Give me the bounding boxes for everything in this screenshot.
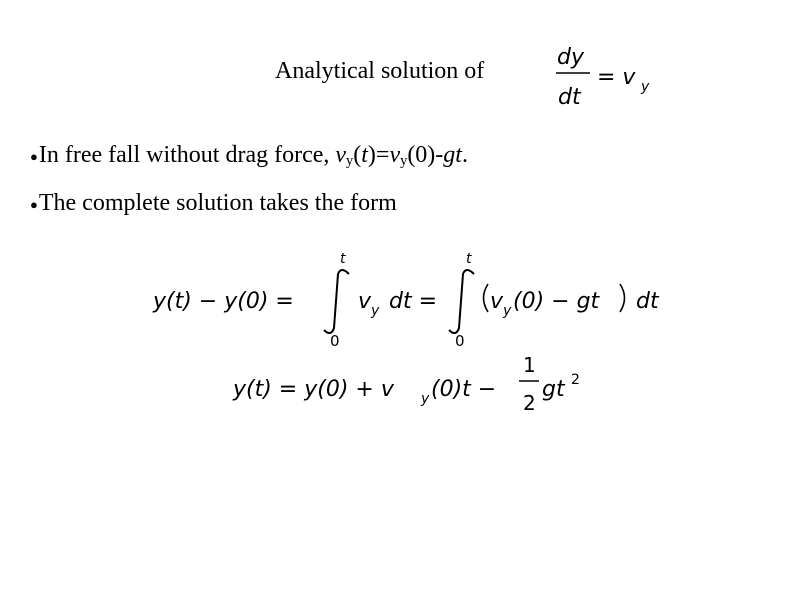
bullet-text: The complete solution takes the form [38,190,397,216]
integral-upper-limit: t [466,251,472,267]
paren-close-shape [620,284,625,312]
velocity-symbol: v [389,142,401,168]
integral-sign-icon [324,270,349,333]
integrand-expression: (0) − gt [513,289,600,314]
eq2-lhs: y(t) = y(0) + v [233,377,394,402]
velocity-subscript: y [346,153,354,169]
derivative-numerator: dy [557,45,584,70]
velocity-subscript: y [400,153,408,169]
integrand-velocity: v [490,289,504,314]
initial-value: (0)- [407,142,444,168]
title-text: Analytical solution of [275,58,485,84]
eq2-tail: gt [542,377,565,402]
paren-open-shape [484,284,489,312]
integrand-differential: dt = [389,289,438,314]
paren-open: ( [353,142,362,168]
bullet-text: In free fall without drag force, [38,142,336,168]
eq1-lhs: y(t) − y(0) = [153,289,294,314]
eq2-middle: (0)t − [431,377,497,402]
integral-upper-limit: t [340,251,346,267]
gravity-term: gt [443,142,462,168]
integrand-velocity-subscript: y [503,303,512,319]
bullet-icon: ● [30,197,38,212]
eq2-velocity-subscript: y [421,391,430,407]
integral-sign-icon [449,270,474,333]
title-equation [556,45,650,110]
integral-lower-limit: 0 [330,332,340,350]
bullet-icon: ● [30,149,38,164]
integrand-velocity: v [358,289,372,314]
equation-integral [152,251,660,350]
derivative-denominator: dt [558,85,581,110]
period: . [461,142,468,168]
equation-rhs: = v [597,65,636,90]
integrand-velocity-subscript: y [371,303,380,319]
eq2-exponent: 2 [571,372,580,388]
velocity-symbol: v [335,142,347,168]
equation-solution [232,353,580,415]
equation-rhs-subscript: y [641,79,650,95]
paren-close-equals: )= [367,142,390,168]
fraction-numerator: 1 [523,353,536,377]
integral-lower-limit: 0 [455,332,465,350]
time-symbol: t [361,142,368,168]
fraction-denominator: 2 [523,391,536,415]
integrand-differential: dt [636,289,659,314]
